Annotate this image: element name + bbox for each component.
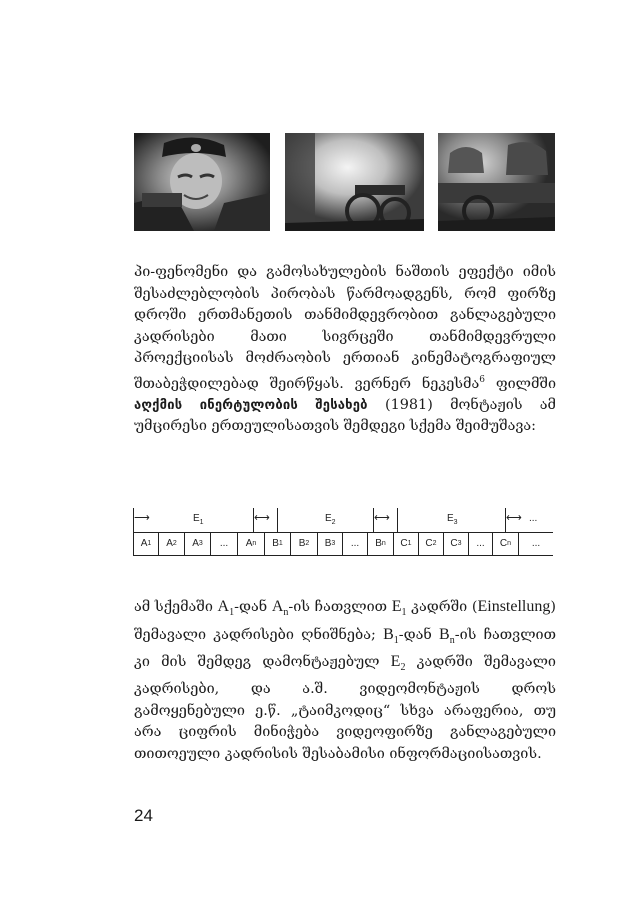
symbol-e1: $E_1$ (391, 598, 407, 619)
paragraph-2-text: ამ სქემაში (134, 599, 218, 615)
frame-cell: B 3 (318, 532, 343, 555)
frame-cell: ... (211, 532, 238, 555)
frame-cell: B 2 (291, 532, 318, 555)
film-title: აღქმის ინერტულობის შესახებ (134, 397, 368, 413)
frame-cell: B n (368, 532, 394, 555)
frame-cell: B 1 (265, 532, 291, 555)
paragraph-2-text: -ის ჩათვლით (288, 599, 392, 615)
paragraph-1-text-b: ფილმში (484, 375, 557, 392)
double-arrow-icon: ⟷ (254, 512, 270, 524)
frame-cell: A 1 (134, 532, 159, 555)
frame-cell: C 3 (444, 532, 469, 555)
frame-cell: ... (469, 532, 493, 555)
footnote-marker: 6 (479, 374, 485, 385)
frame-cell: C 1 (394, 532, 419, 555)
paragraph-1-text: პი-ფენომენი და გამოსახულების ნაშთის ეფექტი იმის შესაძლებლობის პირობას წარმოადგენს, რომ ფირზე დროში ერთმანეთის თანმიმდევრობით განლაგებული კადრისები მათი სივრცეში თანმიმდევრული პროექციისას მოძრაობის ერთიან კინემატოგრაფიულ შთაბეჭდილებად შეირწყას. ვერნერ ნეკესმა (134, 264, 556, 392)
film-still-officer-picture (134, 133, 270, 231)
double-arrow-icon: ⟷ (374, 512, 390, 524)
body-paragraph-2 (134, 596, 556, 765)
symbol-b1: $B_1$ (383, 625, 399, 646)
paragraph-2-text: ) შემავალი კადრისები ღნიშნება; (134, 599, 556, 643)
symbol-bn: $B_n$ (439, 625, 455, 646)
montage-scheme-diagram (133, 504, 553, 556)
paragraph-2-text: -დან (398, 626, 440, 643)
paragraph-1-text-c: (1981) მონტაჟის ამ უმცირესი ერთეულისათვის შემდეგი სქემა შეიმუშავა: (134, 396, 556, 435)
film-still-soldiers-picture (438, 133, 555, 231)
frame-cell: C 2 (419, 532, 444, 555)
frame-cell: ... (343, 532, 368, 555)
group-label-e2: $E_2$ (325, 513, 336, 526)
frame-cell: A 3 (185, 532, 211, 555)
film-still-officer (134, 133, 270, 231)
frame-cells-row (133, 532, 553, 556)
scheme-tick (277, 508, 278, 533)
frame-cell: ... (531, 538, 541, 549)
einstellung-term: Einstellung (477, 598, 551, 615)
paragraph-2-text: -ის ჩათვლით კი მის შემდეგ დამონტაჟებულ (134, 626, 556, 671)
symbol-a1: $A_1$ (217, 598, 235, 619)
continuation-dots: ... (529, 513, 538, 524)
arrow-right-icon: ⟶ (134, 512, 150, 524)
group-label-e1: $E_1$ (193, 513, 204, 526)
scheme-tick (397, 508, 398, 533)
symbol-e2: $E_2$ (390, 653, 406, 674)
body-paragraph-1 (134, 262, 556, 438)
frame-cell: C n (493, 532, 519, 555)
frame-cell: A n (238, 532, 265, 555)
film-still-soldiers (438, 133, 555, 231)
double-arrow-icon: ⟷ (506, 512, 522, 524)
frame-cell: A 2 (159, 532, 185, 555)
film-still-gunfire-picture (285, 133, 424, 231)
group-label-e3: $E_3$ (447, 513, 458, 526)
paragraph-2-text: კადრში ( (406, 599, 478, 615)
symbol-an: $A_n$ (271, 598, 289, 619)
paragraph-2-text: კადრში შემავალი კადრისები, და ა.შ. ვიდეომონტაჟის დროს გამოყენებული ე.წ. „ტაიმკოდიც“ სხვა არაფერია, თუ არა ციფრის მინიჭება ვიდეოფირზე განლაგებული თითოეული კადრისის შესაბამისი ინფორმაციისათვის. (134, 654, 556, 762)
page-number: 24 (134, 806, 153, 825)
paragraph-2-text: -დან (234, 599, 272, 615)
film-still-gunfire (285, 133, 424, 231)
